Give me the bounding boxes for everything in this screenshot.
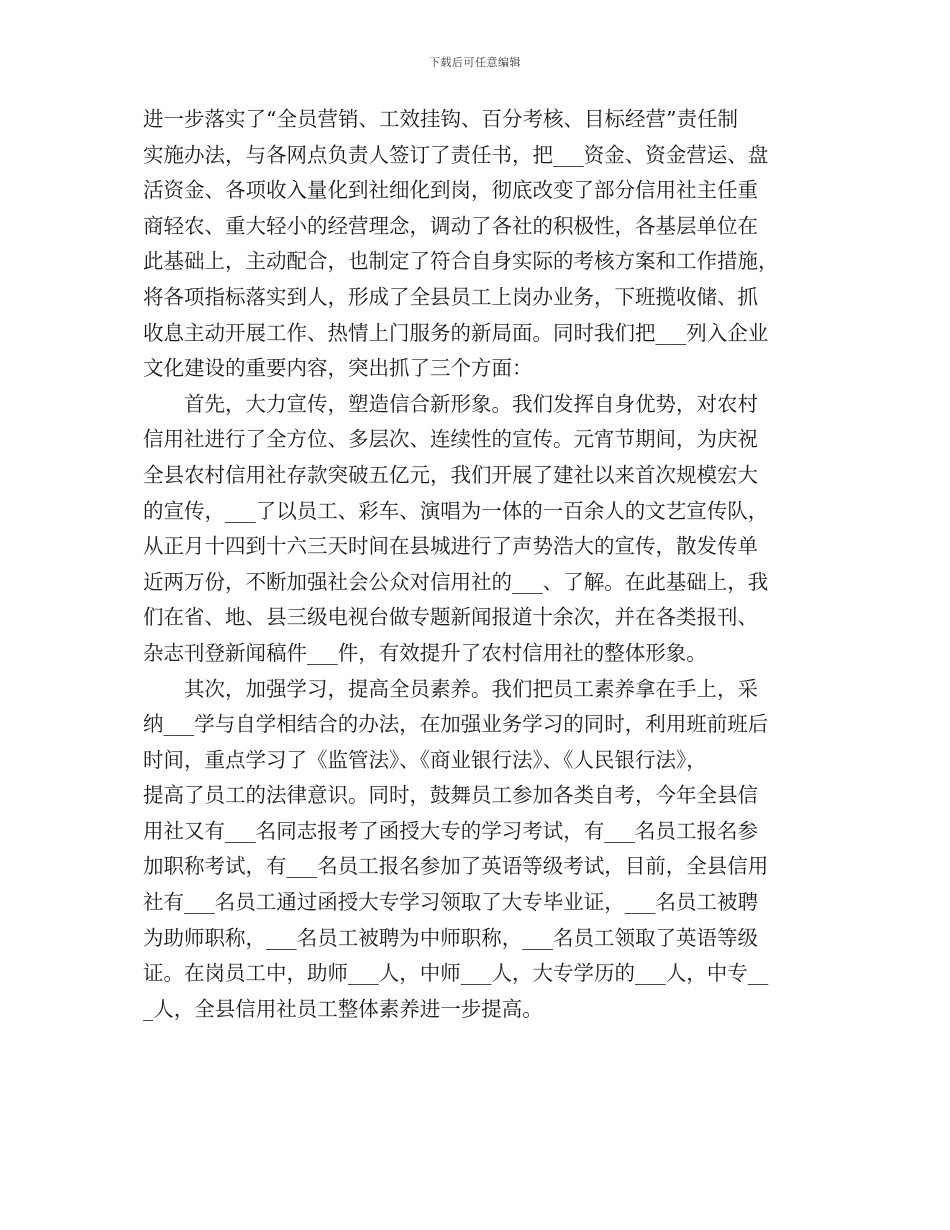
text-line: 从正月十四到十六三天时间在县城进行了声势浩大的宣传，散发传单: [143, 534, 758, 559]
text-line: 纳___学与自学相结合的办法，在加强业务学习的同时，利用班前班后: [143, 712, 769, 737]
text-line: 此基础上，主动配合，也制定了符合自身实际的考核方案和工作措施，: [143, 249, 779, 274]
text-line: 用社又有___名同志报考了函授大专的学习考试，有___名员工报名参: [143, 818, 758, 843]
text-line: 加职称考试，有___名员工报名参加了英语等级考试，目前，全县信用: [143, 854, 769, 879]
text-line: 信用社进行了全方位、多层次、连续性的宣传。元宵节期间，为庆祝: [143, 427, 758, 452]
text-line: 进一步落实了“全员营销、工效挂钩、百分考核、目标经营”责任制: [143, 107, 738, 131]
text-line: 证。在岗员工中，助师___人，中师___人，大专学历的___人，中专__: [143, 961, 769, 986]
text-line: 商轻农、重大轻小的经营理念，调动了各社的积极性，各基层单位在: [143, 213, 758, 238]
text-line: 实施办法，与各网点负责人签订了责任书，把___资金、资金营运、盘: [143, 142, 769, 167]
paragraph-start-line: 其次，加强学习，提高全员素养。我们把员工素养拿在手上，采: [184, 676, 758, 701]
text-line: 们在省、地、县三级电视台做专题新闻报道十余次，并在各类报刊、: [143, 605, 758, 630]
document-body: [143, 102, 811, 1027]
text-line: 将各项指标落实到人，形成了全县员工上岗办业务，下班揽收储、抓: [143, 284, 758, 309]
text-line: 活资金、各项收入量化到社细化到岗，彻底改变了部分信用社主任重: [143, 178, 758, 203]
text-line: 杂志刊登新闻稿件___件，有效提升了农村信用社的整体形象。: [143, 640, 707, 665]
text-line: 为助师职称，___名员工被聘为中师职称，___名员工领取了英语等级: [143, 925, 758, 950]
text-line: 提高了员工的法律意识。同时，鼓舞员工参加各类自考，今年全县信: [143, 783, 758, 808]
text-line: 的宣传，___了以员工、彩车、演唱为一体的一百余人的文艺宣传队，: [143, 498, 769, 523]
page-header: 下载后可任意编辑: [429, 56, 521, 69]
text-line: 全县农村信用社存款突破五亿元，我们开展了建社以来首次规模宏大: [143, 462, 758, 487]
text-line: 社有___名员工通过函授大专学习领取了大专毕业证，___名员工被聘: [143, 890, 758, 915]
text-line: 文化建设的重要内容，突出抓了三个方面：: [143, 356, 533, 381]
text-line: 近两万份，不断加强社会公众对信用社的___、了解。在此基础上，我: [143, 569, 769, 594]
text-line: 收息主动开展工作、热情上门服务的新局面。同时我们把___列入企业: [143, 320, 769, 345]
text-line: _人，全县信用社员工整体素养进一步提高。: [143, 996, 543, 1021]
paragraph-start-line: 首先，大力宣传，塑造信合新形象。我们发挥自身优势，对农村: [184, 391, 758, 416]
text-line: 时间，重点学习了《监管法》、《商业银行法》、《人民银行法》，: [143, 747, 707, 772]
